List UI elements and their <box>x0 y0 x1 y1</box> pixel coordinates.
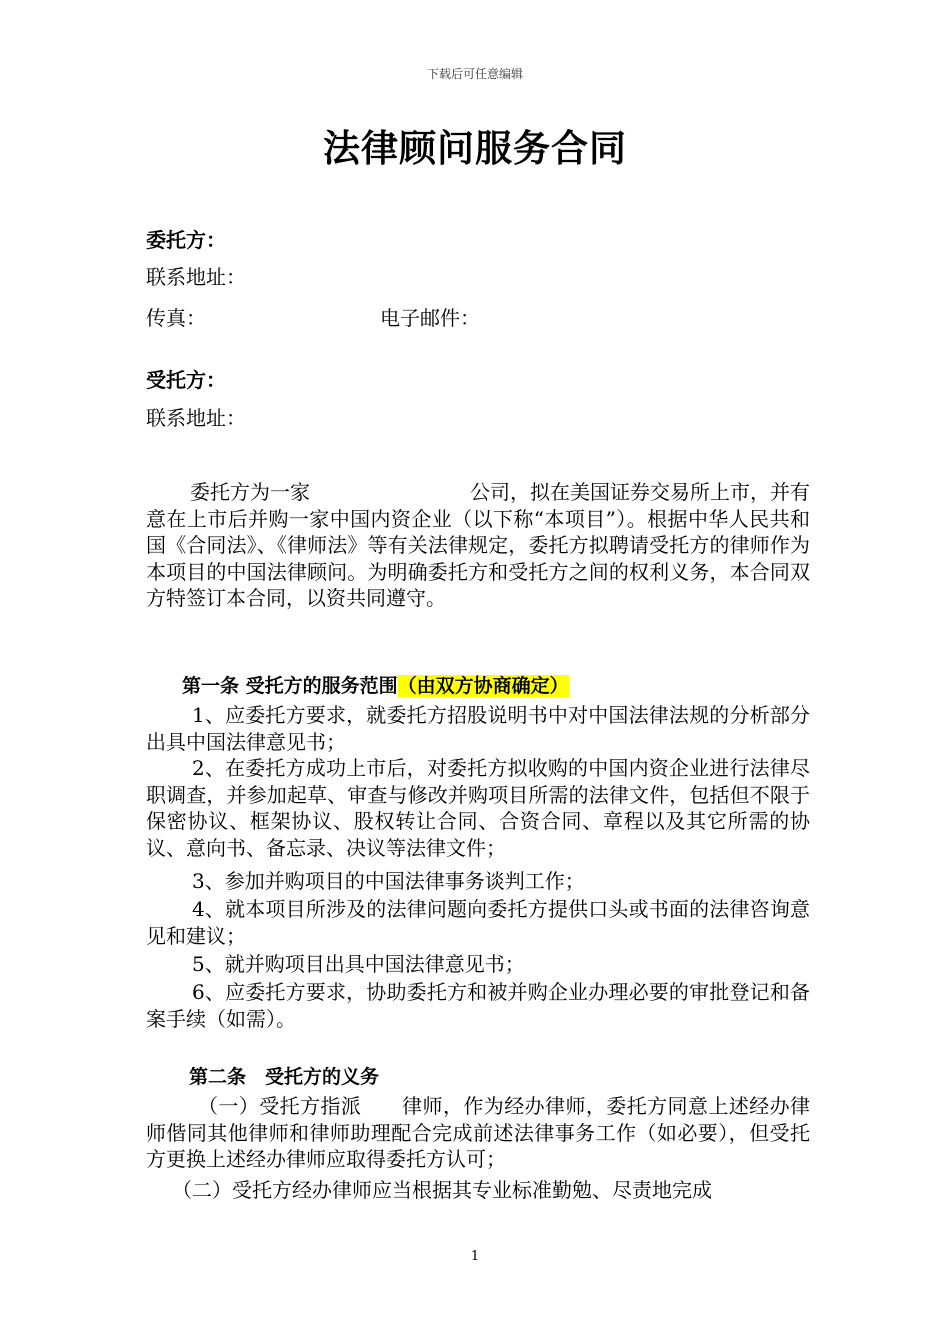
client-label: 委托方： <box>146 228 226 252</box>
agent-label: 受托方： <box>146 368 226 392</box>
article1-item-5: 5、就并购项目出具中国法律意见书； <box>192 952 525 976</box>
client-fax-label: 传真： <box>146 306 206 330</box>
article1-item-6: 6、应委托方要求，协助委托方和被并购企业办理必要的审批登记和备案手续（如需）。 <box>146 980 810 1031</box>
article1-item-1: 1、应委托方要求，就委托方招股说明书中对中国法律法规的分析部分出具中国法律意见书； <box>146 703 810 754</box>
article2-heading: 第二条 受托方的义务 <box>189 1066 380 1088</box>
intro-paragraph: 委托方为一家 公司，拟在美国证券交易所上市，并有意在上市后并购一家中国内资企业（以下称“本项目”）。根据中华人民共和国《合同法》、《律师法》等有关法律规定，委托方拟聘请受托方的律师作为本项目的中国法律顾问。为明确委托方和受托方之间的权利义务，本合同双方特签订本合同，以资共同遵守。 <box>146 480 810 611</box>
page-number: 1 <box>470 1249 480 1264</box>
article1-highlight: （由双方协商确定） <box>397 675 569 697</box>
header-note: 下载后可任意编辑 <box>426 67 523 81</box>
article1-title: 第一条 受托方的服务范围 <box>182 675 398 697</box>
article1-heading <box>182 673 569 699</box>
article2-item-1: （一）受托方指派 律师，作为经办律师，委托方同意上述经办律师偕同其他律师和律师助理配合完成前述法律事务工作（如必要），但受托方更换上述经办律师应取得委托方认可； <box>146 1094 810 1172</box>
article1-item-4: 4、就本项目所涉及的法律问题向委托方提供口头或书面的法律咨询意见和建议； <box>146 897 810 948</box>
article2-item-2: （二）受托方经办律师应当根据其专业标准勤勉、尽责地完成 <box>172 1178 712 1202</box>
article1-item-2: 2、在委托方成功上市后，对委托方拟收购的中国内资企业进行法律尽职调查，并参加起草、审查与修改并购项目所需的法律文件，包括但不限于保密协议、框架协议、股权转让合同、合资合同、章程以及其它所需的协议、意向书、备忘录、决议等法律文件； <box>146 756 810 860</box>
client-address-label: 联系地址： <box>146 265 246 289</box>
article1-item-3: 3、参加并购项目的中国法律事务谈判工作； <box>192 869 585 893</box>
client-email-label: 电子邮件： <box>380 306 480 330</box>
agent-address-label: 联系地址： <box>146 406 246 430</box>
document-title: 法律顾问服务合同 <box>323 127 627 170</box>
